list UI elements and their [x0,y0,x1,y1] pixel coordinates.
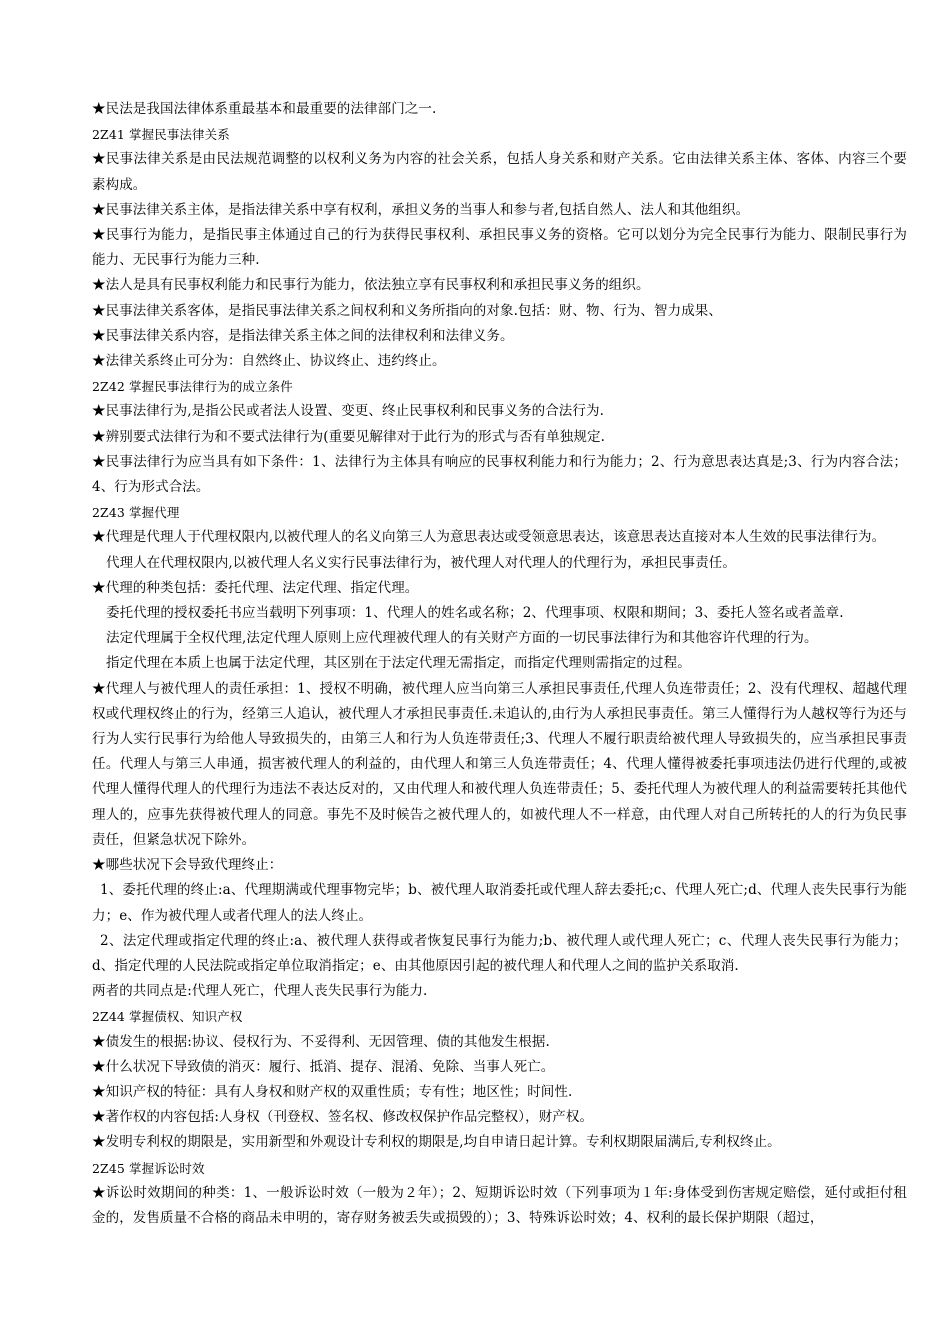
paragraph: ★辨别要式法律行为和不要式法律行为(重要见解律对于此行为的形式与否有单独规定. [92,428,605,445]
paragraph: ★哪些状况下会导致代理终止： [92,857,283,874]
paragraph: 1、委托代理的终止:a、代理期满或代理事物完毕；b、被代理人取消委托或代理人辞去委托;c、代理人死亡;d、代理人丧失民事行为能力；e、作为被代理人或者代理人的法人终止。 [92,882,907,924]
paragraph: ★代理是代理人于代理权限内,以被代理人的名义向第三人为意思表达或受领意思表达，该意思表达直接对本人生效的民事法律行为。 [92,529,886,546]
section-heading: 2Z43 掌握代理 [92,505,180,521]
paragraph: 指定代理在本质上也属于法定代理，其区别在于法定代理无需指定，而指定代理则需指定的过程。 [106,655,691,672]
paragraph: ★著作权的内容包括:人身权（刊登权、签名权、修改权保护作品完整权），财产权。 [92,1109,594,1126]
paragraph: ★代理的种类包括：委托代理、法定代理、指定代理。 [92,579,419,596]
paragraph: ★民事法律行为应当具有如下条件：1、法律行为主体具有响应的民事权利能力和行为能力；2、行为意思表达真是;3、行为内容合法；4、行为形式合法。 [92,453,907,496]
paragraph: 代理人在代理权限内,以被代理人名义实行民事法律行为，被代理人对代理人的代理行为，承担民事责任。 [106,554,736,571]
paragraph: ★债发生的根据:协议、侵权行为、不妥得利、无因管理、债的其他发生根据. [92,1033,550,1050]
section-heading: 2Z45 掌握诉讼时效 [92,1160,205,1176]
paragraph: ★发明专利权的期限是，实用新型和外观设计专利权的期限是,均自申请日起计算。专利权期限届满后,专利权终止。 [92,1134,781,1151]
paragraph: ★民事法律行为,是指公民或者法人设置、变更、终止民事权利和民事义务的合法行为. [92,403,604,420]
document-body [92,97,907,1231]
paragraph: ★民事法律关系主体，是指法律关系中享有权利，承担义务的当事人和参与者,包括自然人、法人和其他组织。 [92,201,750,218]
paragraph: ★民事行为能力，是指民事主体通过自己的行为获得民事权利、承担民事义务的资格。它可以划分为完全民事行为能力、限制民事行为能力、无民事行为能力三种. [92,227,907,269]
paragraph: ★诉讼时效期间的种类：1、一般诉讼时效（一般为２年）；2、短期诉讼时效（下列事项为１年:身体受到伤害规定赔偿，延付或拒付租金的，发售质量不合格的商品未申明的，寄存财务被丢失或损毁的）；3、特殊诉讼时效；4、权利的最长保护期限（超过， [92,1184,907,1226]
paragraph: ★民事法律关系是由民法规范调整的以权利义务为内容的社会关系，包括人身关系和财产关系。它由法律关系主体、客体、内容三个要素构成。 [92,151,907,193]
paragraph: 两者的共同点是:代理人死亡，代理人丧失民事行为能力. [92,983,428,1000]
paragraph: 2、法定代理或指定代理的终止:a、被代理人获得或者恢复民事行为能力;b、被代理人或代理人死亡；c、代理人丧失民事行为能力；d、指定代理的人民法院或指定单位取消指定；e、由其他原因引起的被代理人和代理人之间的监护关系取消. [92,932,907,974]
paragraph: ★法人是具有民事权利能力和民事行为能力，依法独立享有民事权利和承担民事义务的组织。 [92,277,650,294]
section-heading: 2Z41 掌握民事法律关系 [92,127,230,143]
paragraph: ★民事法律关系内容，是指法律关系主体之间的法律权利和法律义务。 [92,327,514,344]
paragraph: 法定代理属于全权代理,法定代理人原则上应代理被代理人的有关财产方面的一切民事法律行为和其他容许代理的行为。 [106,630,818,647]
paragraph: 委托代理的授权委托书应当载明下列事项：1、代理人的姓名或名称；2、代理事项、权限和期间；3、委托人签名或者盖章. [106,605,844,622]
paragraph: ★知识产权的特征：具有人身权和财产权的双重性质；专有性；地区性；时间性. [92,1083,573,1100]
paragraph: ★法律关系终止可分为：自然终止、协议终止、违约终止。 [92,353,446,370]
paragraph: ★代理人与被代理人的责任承担：1、授权不明确，被代理人应当向第三人承担民事责任,代理人负连带责任；2、没有代理权、超越代理权或代理权终止的行为，经第三人追认，被代理人才承担民事责任.未追认的,由行为人承担民事责任。第三人懂得行为人越权等行为还与行为人实行民事行为给他人导致损失的，由第三人和行为人负连带责任;3、代理人不履行职责给被代理人导致损失的，应当承担民事责任。代理人与第三人串通，损害被代理人的利益的，由代理人和第三人负连带责任；4、代理人懂得被委托事项违法仍进行代理的,或被代理人懂得代理人的代理行为违法不表达反对的，又由代理人和被代理人负连带责任；5、委托代理人为被代理人的利益需要转托其他代理人的，应事先获得被代理人的同意。事先不及时候告之被代理人的，如被代理人不一样意，由代理人对自己所转托的人的行为负民事责任，但紧急状况下除外。 [92,680,907,848]
section-heading: 2Z44 掌握债权、知识产权 [92,1009,243,1025]
paragraph: ★什么状况下导致债的消灭：履行、抵消、提存、混淆、免除、当事人死亡。 [92,1058,555,1075]
paragraph: ★民事法律关系客体，是指民事法律关系之间权利和义务所指向的对象.包括：财、物、行为、智力成果、 [92,302,722,319]
paragraph: ★民法是我国法律体系重最基本和最重要的法律部门之一. [92,101,437,117]
section-heading: 2Z42 掌握民事法律行为的成立条件 [92,379,293,395]
